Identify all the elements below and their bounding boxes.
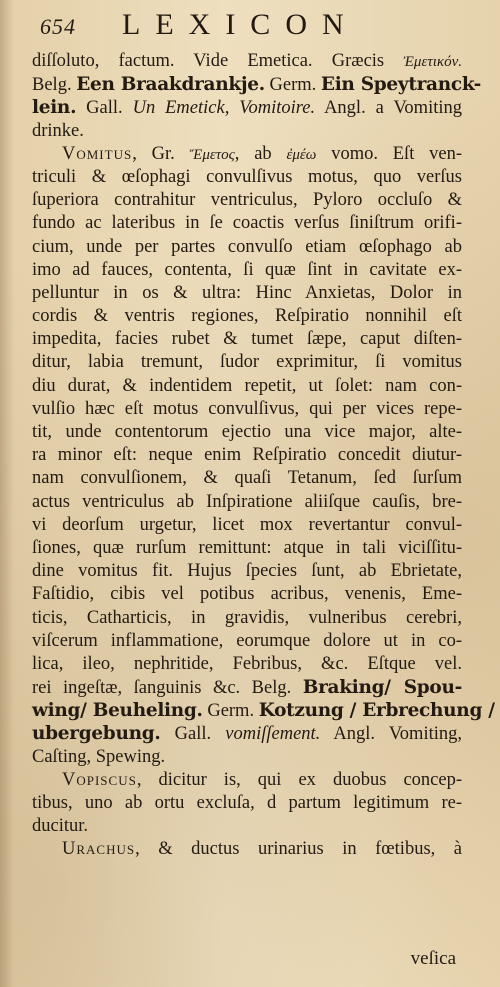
text-segment: wing/ Beuheling. <box>32 700 203 722</box>
text-segment: , ab <box>234 143 287 164</box>
text-segment: Braking/ Spou- <box>302 677 462 699</box>
text-line <box>32 259 462 282</box>
text-line <box>32 421 462 444</box>
text-segment: nam convulſionem, & quaſi Tetanum, ſed ſurſum <box>32 468 462 489</box>
text-segment: Un Emetick, Vomitoire. <box>132 98 316 119</box>
text-segment: tibus, uno ab ortu excluſa, d partum legitimum re- <box>32 793 462 813</box>
text-segment: , dicitur is, qui ex duobus concep- <box>136 769 462 790</box>
text-line <box>32 792 462 815</box>
text-segment: Ἔμετος <box>189 146 235 163</box>
text-line <box>32 514 462 537</box>
text-segment: Gall. <box>160 724 226 745</box>
text-line <box>32 722 462 745</box>
text-line <box>32 653 462 676</box>
text-segment: Vopiscus <box>62 769 137 790</box>
text-segment: ditur, labia tremunt, ſudor exprimitur, ſi vomitus <box>32 352 462 373</box>
text-segment: dine vomitus fit. Hujus ſpecies ſunt, ab Ebrietate, <box>32 561 462 582</box>
text-line <box>32 607 462 630</box>
text-line <box>32 560 462 583</box>
text-segment: impedita, facies rubet & tumet ſæpe, caput diſten- <box>32 329 462 350</box>
text-segment: rei ingeſtæ, ſanguinis &c. Belg. <box>32 678 303 699</box>
text-line <box>32 467 462 490</box>
text-segment: ducitur. <box>32 816 89 837</box>
text-segment: Faſtidio, cibis vel potibus acribus, venenis, Eme- <box>32 584 462 605</box>
text-segment: Urachus <box>62 839 136 860</box>
text-line <box>32 351 462 374</box>
text-segment: ſuperiora contrahitur ventriculus, Pyloro occluſo & <box>32 190 462 211</box>
text-segment: , & ductus urinarius in fœtibus, à <box>135 839 462 860</box>
text-line <box>32 583 462 606</box>
text-segment: Angl. a Vomiting <box>315 98 462 119</box>
text-segment: diu durat, & indentidem repetit, ut ſolet: nam con- <box>32 375 462 396</box>
text-segment: Gall. <box>76 98 133 119</box>
text-segment: pelluntur in os & ultra: Hinc Anxietas, Dolor in <box>32 282 462 303</box>
text-line <box>32 537 462 560</box>
text-segment: Caſting, Spewing. <box>32 746 166 767</box>
text-line <box>32 838 462 861</box>
text-segment: diſſoluto, factum. Vide Emetica. Græcis <box>32 51 404 71</box>
text-line <box>32 676 462 699</box>
text-line <box>32 699 495 722</box>
text-segment: Vomitus <box>62 143 133 164</box>
text-segment: vi deorſum urgetur, licet mox revertantur convul- <box>32 514 462 535</box>
running-head: LEXICON <box>122 8 359 41</box>
text-segment: tit, unde contentorum ejectio una vice major, alte- <box>32 422 462 442</box>
text-segment: ἐμέω <box>286 146 317 163</box>
text-line <box>32 769 462 792</box>
text-line <box>32 143 462 166</box>
text-segment: lica, ileo, nephritide, Febribus, &c. Eſtque vel. <box>32 653 462 674</box>
text-segment: Angl. Vomiting, <box>320 724 462 745</box>
body-text <box>32 50 495 862</box>
text-line <box>32 444 462 467</box>
text-line <box>32 236 462 259</box>
text-line <box>32 746 462 769</box>
text-segment: ticis, Catharticis, in gravidis, vulneribus cerebri, <box>32 607 462 628</box>
text-segment: vomo. Eſt ven- <box>316 143 463 164</box>
text-segment: cium, unde per partes convulſo etiam œſophago ab <box>32 236 462 257</box>
text-line <box>32 282 462 305</box>
text-segment: drinke. <box>32 120 84 141</box>
text-line <box>32 328 462 351</box>
text-line <box>32 189 462 212</box>
text-segment: Een Braakdrankje. <box>76 74 265 96</box>
text-segment: Kotzung / Erbrechung / <box>258 700 495 722</box>
text-segment: ubergebung. <box>32 723 161 745</box>
text-segment: cordis & ventris regiones, Reſpiratio nonnihil eſt <box>32 306 462 327</box>
text-segment: ra minor eſt: neque enim Reſpiratio concedit diutur- <box>32 445 462 466</box>
catchword: veſica <box>410 948 456 969</box>
text-segment: Germ. <box>264 75 321 96</box>
text-segment: actus ventriculus ab Inſpiratione aliiſque cauſis, bre- <box>32 491 462 512</box>
text-segment: Ein Speytranck- <box>320 74 481 96</box>
page-number: 654 <box>40 14 76 39</box>
text-segment: viſcerum inflammatione, eorumque dolore ut in co- <box>32 630 462 651</box>
text-line <box>32 212 462 235</box>
text-segment: triculi & œſophagi convulſivus motus, quo verſus <box>32 166 462 187</box>
text-segment: Ἐμετικόν. <box>403 54 462 70</box>
text-line <box>32 120 462 143</box>
text-segment: lein. <box>32 97 77 119</box>
text-line <box>32 375 462 398</box>
text-segment: Germ. <box>202 701 259 722</box>
text-segment: imo ad fauces, contenta, ſi quæ ſint in cavitate ex- <box>32 259 462 280</box>
text-segment: , Gr. <box>132 143 190 164</box>
text-line <box>32 166 462 189</box>
text-segment: vulſio hæc eſt motus convulſivus, qui per vices repe- <box>32 398 462 419</box>
page-header <box>40 6 480 42</box>
text-line <box>32 73 481 96</box>
text-line <box>32 96 462 119</box>
text-segment: vomiſſement. <box>225 724 321 745</box>
text-segment: fundo ac lateribus in ſe coactis verſus ſiniſtrum orifi- <box>32 213 462 234</box>
text-line <box>32 491 462 514</box>
text-segment: ſiones, quæ rurſum remittunt: atque in tali viciſſitu- <box>32 537 462 558</box>
text-line <box>32 305 462 328</box>
gutter-shadow <box>0 0 14 987</box>
text-line <box>32 630 462 653</box>
text-line <box>32 50 462 73</box>
text-segment: Belg. <box>32 75 77 96</box>
text-line <box>32 815 462 838</box>
text-line <box>32 398 462 421</box>
